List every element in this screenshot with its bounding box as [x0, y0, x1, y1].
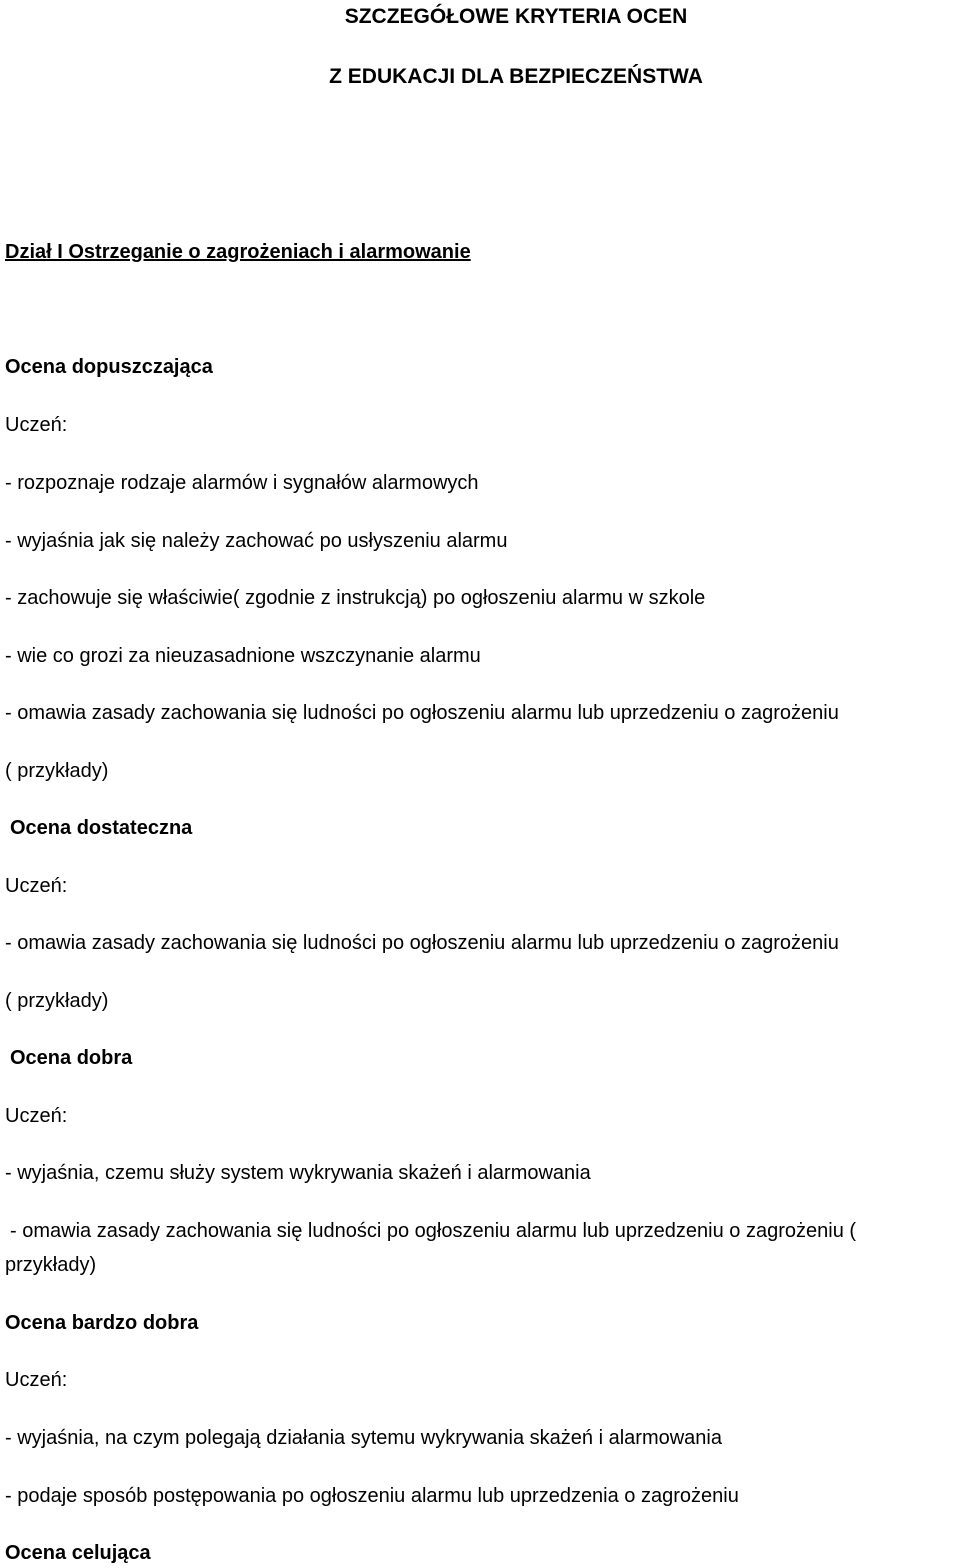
- student-label: Uczeń:: [5, 414, 68, 436]
- student-label: Uczeń:: [5, 875, 68, 897]
- criteria-item-continuation: przykłady): [5, 1254, 97, 1276]
- document-title-line1: SZCZEGÓŁOWE KRYTERIA OCEN: [344, 5, 688, 28]
- grade-heading-bardzo-dobra: Ocena bardzo dobra: [5, 1312, 199, 1334]
- grade-heading-dobra: Ocena dobra: [10, 1047, 133, 1069]
- criteria-item: - podaje sposób postępowania po ogłoszeniu alarmu lub uprzedzenia o zagrożeniu: [5, 1485, 739, 1507]
- section-heading: Dział I Ostrzeganie o zagrożeniach i alarmowanie: [5, 241, 471, 263]
- document-title-line2: Z EDUKACJI DLA BEZPIECZEŃSTWA: [329, 65, 703, 88]
- criteria-item-continuation: ( przykłady): [5, 990, 109, 1012]
- student-label: Uczeń:: [5, 1105, 68, 1127]
- grade-heading-celujaca: Ocena celująca: [5, 1542, 151, 1564]
- criteria-item: - omawia zasady zachowania się ludności po ogłoszeniu alarmu lub uprzedzeniu o zagrożeniu: [5, 702, 839, 724]
- criteria-item: - wyjaśnia, czemu służy system wykrywania skażeń i alarmowania: [5, 1162, 591, 1184]
- grade-heading-dostateczna: Ocena dostateczna: [10, 817, 193, 839]
- criteria-item: - omawia zasady zachowania się ludności po ogłoszeniu alarmu lub uprzedzeniu o zagrożeniu: [5, 932, 839, 954]
- criteria-item: - rozpoznaje rodzaje alarmów i sygnałów alarmowych: [5, 472, 479, 494]
- criteria-item: - wyjaśnia, na czym polegają działania sytemu wykrywania skażeń i alarmowania: [5, 1427, 722, 1449]
- criteria-item: - omawia zasady zachowania się ludności po ogłoszeniu alarmu lub uprzedzeniu o zagrożeniu (: [10, 1220, 857, 1242]
- student-label: Uczeń:: [5, 1369, 68, 1391]
- criteria-item: - wyjaśnia jak się należy zachować po usłyszeniu alarmu: [5, 530, 508, 552]
- criteria-item: - zachowuje się właściwie( zgodnie z instrukcją) po ogłoszeniu alarmu w szkole: [5, 587, 706, 609]
- criteria-item: - wie co grozi za nieuzasadnione wszczynanie alarmu: [5, 645, 481, 667]
- criteria-item-continuation: ( przykłady): [5, 760, 109, 782]
- grade-heading-dopuszczajaca: Ocena dopuszczająca: [5, 356, 213, 378]
